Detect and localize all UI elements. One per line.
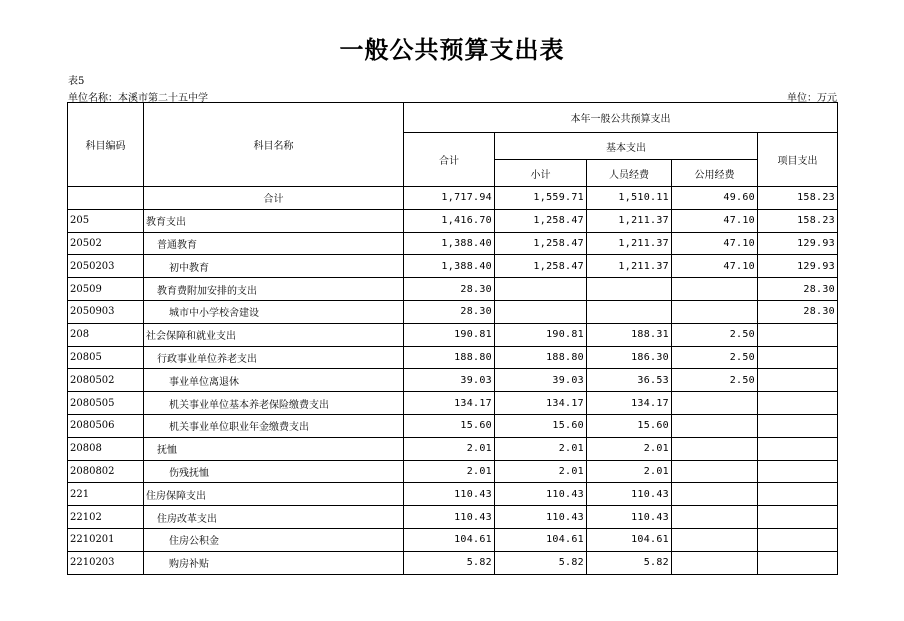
cell-total: 2.01 xyxy=(404,437,495,460)
cell-total: 190.81 xyxy=(404,323,495,346)
cell-total: 104.61 xyxy=(404,528,495,551)
cell-subtotal: 2.01 xyxy=(495,460,587,483)
cell-subtotal xyxy=(495,300,587,323)
cell-code: 2080506 xyxy=(68,414,144,437)
unit-name-label: 单位名称：本溪市第二十五中学 xyxy=(68,93,208,104)
cell-public xyxy=(672,437,758,460)
cell-code: 205 xyxy=(68,209,144,232)
cell-name: 伤残抚恤 xyxy=(144,460,404,483)
cell-total: 1,416.70 xyxy=(404,209,495,232)
cell-name: 住房保障支出 xyxy=(144,483,404,506)
table-row xyxy=(68,232,838,255)
cell-code: 20509 xyxy=(68,278,144,301)
header-total: 合计 xyxy=(404,133,495,187)
cell-public xyxy=(672,300,758,323)
cell-personnel: 188.31 xyxy=(587,323,672,346)
cell-public: 2.50 xyxy=(672,346,758,369)
cell-personnel xyxy=(587,278,672,301)
cell-public: 49.60 xyxy=(672,187,758,210)
cell-personnel: 1,211.37 xyxy=(587,255,672,278)
cell-personnel: 5.82 xyxy=(587,551,672,574)
cell-personnel: 1,211.37 xyxy=(587,209,672,232)
cell-code: 20808 xyxy=(68,437,144,460)
cell-total: 2.01 xyxy=(404,460,495,483)
cell-name: 购房补贴 xyxy=(144,551,404,574)
cell-subtotal: 1,258.47 xyxy=(495,209,587,232)
cell-project xyxy=(758,506,838,529)
cell-total: 5.82 xyxy=(404,551,495,574)
table-row xyxy=(68,414,838,437)
cell-subtotal: 190.81 xyxy=(495,323,587,346)
table-row xyxy=(68,255,838,278)
cell-public xyxy=(672,278,758,301)
cell-personnel: 110.43 xyxy=(587,483,672,506)
cell-total: 110.43 xyxy=(404,483,495,506)
header-public: 公用经费 xyxy=(672,160,758,187)
cell-public: 2.50 xyxy=(672,369,758,392)
cell-name: 教育支出 xyxy=(144,209,404,232)
cell-personnel: 104.61 xyxy=(587,528,672,551)
currency-unit-label: 单位：万元 xyxy=(787,93,837,104)
table-row-total xyxy=(68,187,838,210)
cell-project xyxy=(758,551,838,574)
cell-subtotal: 1,559.71 xyxy=(495,187,587,210)
cell-public: 2.50 xyxy=(672,323,758,346)
cell-code: 20805 xyxy=(68,346,144,369)
cell-project xyxy=(758,437,838,460)
cell-code: 2050203 xyxy=(68,255,144,278)
cell-subtotal: 110.43 xyxy=(495,483,587,506)
table-row xyxy=(68,437,838,460)
cell-personnel: 1,510.11 xyxy=(587,187,672,210)
cell-name: 合计 xyxy=(144,187,404,210)
table-row xyxy=(68,323,838,346)
cell-total: 188.80 xyxy=(404,346,495,369)
cell-personnel: 36.53 xyxy=(587,369,672,392)
cell-public: 47.10 xyxy=(672,232,758,255)
cell-project xyxy=(758,483,838,506)
cell-code xyxy=(68,187,144,210)
cell-public: 47.10 xyxy=(672,209,758,232)
cell-name: 机关事业单位基本养老保险缴费支出 xyxy=(144,392,404,415)
cell-personnel: 2.01 xyxy=(587,460,672,483)
table-row xyxy=(68,300,838,323)
cell-total: 28.30 xyxy=(404,278,495,301)
header-current-year: 本年一般公共预算支出 xyxy=(404,103,838,133)
cell-project: 28.30 xyxy=(758,278,838,301)
cell-code: 221 xyxy=(68,483,144,506)
cell-personnel: 186.30 xyxy=(587,346,672,369)
header-subtotal: 小计 xyxy=(495,160,587,187)
cell-name: 行政事业单位养老支出 xyxy=(144,346,404,369)
cell-project: 129.93 xyxy=(758,255,838,278)
cell-name: 抚恤 xyxy=(144,437,404,460)
cell-project: 158.23 xyxy=(758,187,838,210)
cell-subtotal: 110.43 xyxy=(495,506,587,529)
cell-public xyxy=(672,506,758,529)
cell-code: 2080502 xyxy=(68,369,144,392)
cell-subtotal xyxy=(495,278,587,301)
page-title: 一般公共预算支出表 xyxy=(339,36,565,64)
cell-project xyxy=(758,346,838,369)
cell-public xyxy=(672,414,758,437)
cell-project xyxy=(758,460,838,483)
table-row xyxy=(68,369,838,392)
cell-personnel: 15.60 xyxy=(587,414,672,437)
cell-code: 2210203 xyxy=(68,551,144,574)
cell-name: 初中教育 xyxy=(144,255,404,278)
cell-name: 社会保障和就业支出 xyxy=(144,323,404,346)
cell-personnel: 134.17 xyxy=(587,392,672,415)
cell-subtotal: 1,258.47 xyxy=(495,232,587,255)
header-project: 项目支出 xyxy=(758,133,838,187)
table-row xyxy=(68,346,838,369)
cell-name: 机关事业单位职业年金缴费支出 xyxy=(144,414,404,437)
table-row xyxy=(68,528,838,551)
cell-project: 158.23 xyxy=(758,209,838,232)
cell-name: 城市中小学校舍建设 xyxy=(144,300,404,323)
cell-public xyxy=(672,528,758,551)
header-name: 科目名称 xyxy=(144,103,404,187)
header-code: 科目编码 xyxy=(68,103,144,187)
cell-name: 普通教育 xyxy=(144,232,404,255)
table-row xyxy=(68,392,838,415)
cell-subtotal: 188.80 xyxy=(495,346,587,369)
cell-code: 208 xyxy=(68,323,144,346)
cell-subtotal: 15.60 xyxy=(495,414,587,437)
table-row xyxy=(68,506,838,529)
cell-total: 110.43 xyxy=(404,506,495,529)
cell-subtotal: 104.61 xyxy=(495,528,587,551)
table-row xyxy=(68,278,838,301)
cell-personnel xyxy=(587,300,672,323)
cell-project xyxy=(758,323,838,346)
cell-subtotal: 5.82 xyxy=(495,551,587,574)
header-personnel: 人员经费 xyxy=(587,160,672,187)
cell-project: 28.30 xyxy=(758,300,838,323)
cell-project: 129.93 xyxy=(758,232,838,255)
cell-project xyxy=(758,369,838,392)
cell-subtotal: 39.03 xyxy=(495,369,587,392)
cell-name: 住房公积金 xyxy=(144,528,404,551)
cell-code: 2080505 xyxy=(68,392,144,415)
cell-code: 20502 xyxy=(68,232,144,255)
cell-code: 2210201 xyxy=(68,528,144,551)
cell-total: 1,388.40 xyxy=(404,255,495,278)
cell-project xyxy=(758,528,838,551)
cell-total: 1,717.94 xyxy=(404,187,495,210)
cell-code: 22102 xyxy=(68,506,144,529)
table-row xyxy=(68,483,838,506)
budget-expenditure-table xyxy=(67,102,838,575)
cell-subtotal: 1,258.47 xyxy=(495,255,587,278)
table-row xyxy=(68,551,838,574)
cell-personnel: 1,211.37 xyxy=(587,232,672,255)
cell-total: 39.03 xyxy=(404,369,495,392)
cell-total: 134.17 xyxy=(404,392,495,415)
table-number: 表5 xyxy=(68,76,85,87)
cell-code: 2080802 xyxy=(68,460,144,483)
cell-public: 47.10 xyxy=(672,255,758,278)
cell-public xyxy=(672,392,758,415)
table-row xyxy=(68,209,838,232)
header-basic: 基本支出 xyxy=(495,133,758,160)
cell-subtotal: 134.17 xyxy=(495,392,587,415)
cell-total: 1,388.40 xyxy=(404,232,495,255)
cell-name: 住房改革支出 xyxy=(144,506,404,529)
cell-name: 事业单位离退休 xyxy=(144,369,404,392)
cell-subtotal: 2.01 xyxy=(495,437,587,460)
cell-public xyxy=(672,460,758,483)
cell-project xyxy=(758,414,838,437)
cell-code: 2050903 xyxy=(68,300,144,323)
cell-personnel: 110.43 xyxy=(587,506,672,529)
cell-personnel: 2.01 xyxy=(587,437,672,460)
cell-public xyxy=(672,551,758,574)
cell-public xyxy=(672,483,758,506)
table-row xyxy=(68,460,838,483)
cell-project xyxy=(758,392,838,415)
cell-name: 教育费附加安排的支出 xyxy=(144,278,404,301)
cell-total: 15.60 xyxy=(404,414,495,437)
cell-total: 28.30 xyxy=(404,300,495,323)
